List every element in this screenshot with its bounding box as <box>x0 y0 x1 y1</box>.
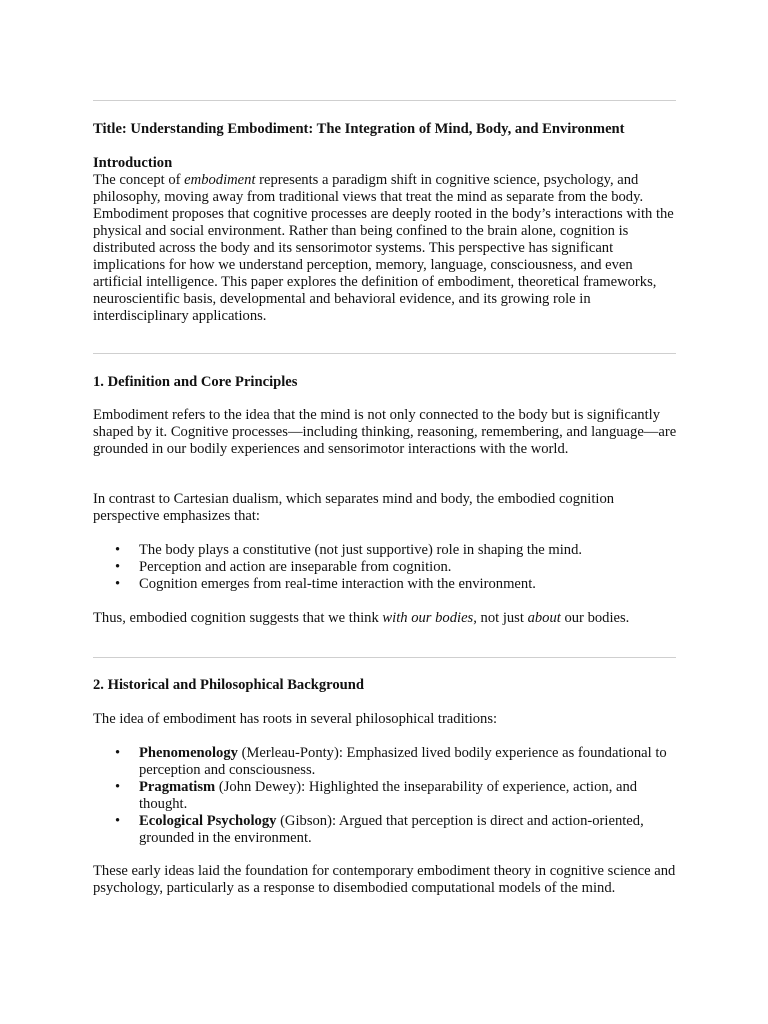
section-1-bullet-list <box>93 542 678 593</box>
list-item <box>93 779 678 813</box>
document-title: Title: Understanding Embodiment: The Integration of Mind, Body, and Environment <box>93 121 625 137</box>
emphasis-with-our-bodies: with our bodies <box>382 610 474 626</box>
text-run: , not just <box>473 610 528 626</box>
list-item <box>93 813 678 847</box>
section-2-bullet-list <box>93 745 678 847</box>
list-item-term: Pragmatism <box>139 779 216 795</box>
divider-section-2 <box>93 657 676 658</box>
list-item-text: (Gibson): Argued that perception is direct and action-oriented, grounded in the environment. <box>139 813 644 846</box>
introduction-text-rest: represents a paradigm shift in cognitive science, psychology, and philosophy, moving away from traditional views that treat the mind as separate from the body. Embodiment proposes that cognitive processes are deeply rooted in the body’s interactions with the physical and social environment. Rather than being confined to the brain alone, cognition is distributed across the body and its sensorimotor systems. This perspective has significant implications for how we understand perception, memory, language, consciousness, and even artificial intelligence. This paper explores the definition of embodiment, theoretical frameworks, neuroscientific basis, developmental and behavioral evidence, and its growing role in interdisciplinary applications. <box>93 172 674 324</box>
section-1-heading: 1. Definition and Core Principles <box>93 374 298 390</box>
divider-section-1 <box>93 353 676 354</box>
list-item-text: Perception and action are inseparable from cognition. <box>139 559 452 575</box>
section-1-paragraph-3 <box>93 610 678 627</box>
section-2-paragraph-1: The idea of embodiment has roots in several philosophical traditions: <box>93 711 498 727</box>
bullet-icon: • <box>115 576 121 592</box>
list-item-text: The body plays a constitutive (not just supportive) role in shaping the mind. <box>139 542 583 558</box>
bullet-icon: • <box>115 559 121 575</box>
list-item-text: (John Dewey): Highlighted the inseparability of experience, action, and thought. <box>139 779 638 812</box>
list-item <box>93 576 678 593</box>
list-item-text: (Merleau-Ponty): Emphasized lived bodily experience as foundational to perception and consciousness. <box>139 745 667 778</box>
section-1-paragraph-2: In contrast to Cartesian dualism, which separates mind and body, the embodied cognition perspective emphasizes that: <box>93 491 615 524</box>
text-run: Thus, embodied cognition suggests that we think <box>93 610 383 626</box>
bullet-icon: • <box>115 779 121 795</box>
divider-top <box>93 100 676 101</box>
list-item <box>93 542 678 559</box>
list-item <box>93 559 678 576</box>
text-run: our bodies. <box>560 610 630 626</box>
section-2-paragraph-2: These early ideas laid the foundation for contemporary embodiment theory in cognitive science and psychology, particularly as a response to disembodied computational models of the mind. <box>93 863 676 896</box>
list-item-text: Cognition emerges from real-time interaction with the environment. <box>139 576 536 592</box>
introduction-paragraph <box>93 172 678 325</box>
bullet-icon: • <box>115 745 121 761</box>
emphasis-about: about <box>527 610 561 626</box>
list-item-term: Phenomenology <box>139 745 238 761</box>
section-1-paragraph-1: Embodiment refers to the idea that the mind is not only connected to the body but is significantly shaped by it. Cognitive processes—including thinking, reasoning, remembering, and language—are grounded in our bodily experiences and sensorimotor interactions with the world. <box>93 407 677 457</box>
bullet-icon: • <box>115 542 121 558</box>
introduction-emphasis: embodiment <box>184 172 256 188</box>
list-item <box>93 745 678 779</box>
bullet-icon: • <box>115 813 121 829</box>
introduction-text-start: The concept of <box>93 172 185 188</box>
introduction-heading: Introduction <box>93 155 173 171</box>
section-2-heading: 2. Historical and Philosophical Background <box>93 677 364 693</box>
list-item-term: Ecological Psychology <box>139 813 277 829</box>
